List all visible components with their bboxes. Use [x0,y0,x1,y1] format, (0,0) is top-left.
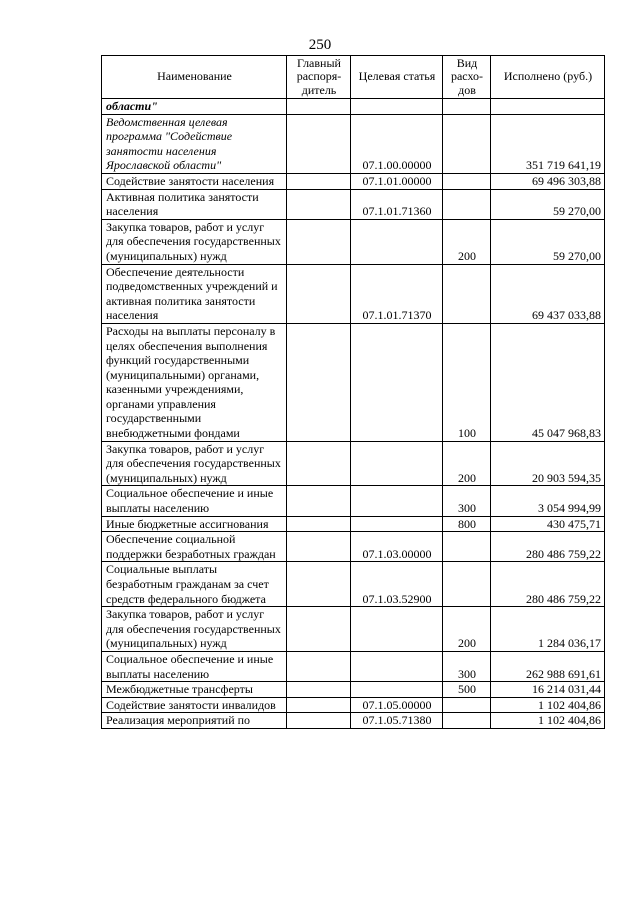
row-expense-type-cell: 500 [443,682,491,698]
row-main-manager-cell [287,173,351,189]
table-header-row [102,56,605,99]
row-name-cell: Обеспечение социальной поддержки безработных граждан [102,532,287,562]
row-target-article-cell: 07.1.03.00000 [351,532,443,562]
table-row [102,323,605,441]
row-expense-type-cell [443,189,491,219]
table-row [102,532,605,562]
row-name-cell: Ведомственная целевая программа "Содействие занятости населения Ярославской области" [102,114,287,173]
row-main-manager-cell [287,532,351,562]
row-target-article-cell: 07.1.01.00000 [351,173,443,189]
row-main-manager-cell [287,562,351,607]
row-name-cell: Закупка товаров, работ и услуг для обеспечения государственных (муниципальных) нужд [102,441,287,486]
row-expense-type-cell: 300 [443,486,491,516]
row-name-cell: Содействие занятости населения [102,173,287,189]
row-target-article-cell [351,219,443,264]
row-name-cell: Социальное обеспечение и иные выплаты населению [102,651,287,681]
row-name-cell: области" [102,99,287,115]
row-name-cell: Социальное обеспечение и иные выплаты населению [102,486,287,516]
table-row [102,114,605,173]
row-executed-cell: 20 903 594,35 [491,441,605,486]
table-row [102,173,605,189]
row-target-article-cell: 07.1.03.52900 [351,562,443,607]
row-expense-type-cell: 300 [443,651,491,681]
row-executed-cell: 16 214 031,44 [491,682,605,698]
row-expense-type-cell [443,99,491,115]
table-row [102,189,605,219]
row-target-article-cell: 07.1.01.71370 [351,264,443,323]
row-target-article-cell: 07.1.00.00000 [351,114,443,173]
row-executed-cell: 59 270,00 [491,219,605,264]
row-main-manager-cell [287,651,351,681]
row-executed-cell: 1 102 404,86 [491,697,605,713]
row-executed-cell: 69 496 303,88 [491,173,605,189]
row-main-manager-cell [287,219,351,264]
table-row [102,682,605,698]
row-expense-type-cell: 200 [443,441,491,486]
row-main-manager-cell [287,441,351,486]
row-main-manager-cell [287,114,351,173]
row-expense-type-cell: 100 [443,323,491,441]
row-expense-type-cell [443,562,491,607]
row-main-manager-cell [287,486,351,516]
row-executed-cell: 351 719 641,19 [491,114,605,173]
row-name-cell: Закупка товаров, работ и услуг для обеспечения государственных (муниципальных) нужд [102,219,287,264]
row-executed-cell: 1 284 036,17 [491,607,605,652]
row-expense-type-cell [443,173,491,189]
row-name-cell: Межбюджетные трансферты [102,682,287,698]
row-executed-cell: 430 475,71 [491,516,605,532]
table-row [102,441,605,486]
row-main-manager-cell [287,607,351,652]
row-main-manager-cell [287,323,351,441]
table-row [102,713,605,729]
table-row [102,697,605,713]
row-target-article-cell [351,441,443,486]
row-executed-cell: 45 047 968,83 [491,323,605,441]
table-row [102,99,605,115]
header-expense-type: Вид расхо-дов [443,56,491,99]
header-main-manager: Главный распоря-дитель [287,56,351,99]
row-name-cell: Социальные выплаты безработным гражданам за счет средств федерального бюджета [102,562,287,607]
row-main-manager-cell [287,682,351,698]
table-row [102,486,605,516]
row-executed-cell: 280 486 759,22 [491,562,605,607]
row-target-article-cell: 07.1.05.00000 [351,697,443,713]
row-target-article-cell: 07.1.05.71380 [351,713,443,729]
row-expense-type-cell [443,713,491,729]
table-row [102,219,605,264]
row-expense-type-cell: 200 [443,219,491,264]
row-expense-type-cell [443,114,491,173]
table-row [102,264,605,323]
row-expense-type-cell [443,532,491,562]
row-main-manager-cell [287,713,351,729]
header-name: Наименование [102,56,287,99]
row-name-cell: Расходы на выплаты персоналу в целях обеспечения выполнения функций государственными (муниципальными) органами, казенными учреждениями, органами управления государственными внебюджетными фондами [102,323,287,441]
row-executed-cell: 3 054 994,99 [491,486,605,516]
row-target-article-cell [351,99,443,115]
row-expense-type-cell [443,697,491,713]
row-main-manager-cell [287,516,351,532]
row-executed-cell: 59 270,00 [491,189,605,219]
row-target-article-cell [351,486,443,516]
row-name-cell: Содействие занятости инвалидов [102,697,287,713]
row-main-manager-cell [287,189,351,219]
row-main-manager-cell [287,99,351,115]
table-row [102,607,605,652]
row-executed-cell [491,99,605,115]
row-target-article-cell: 07.1.01.71360 [351,189,443,219]
row-main-manager-cell [287,697,351,713]
row-expense-type-cell: 800 [443,516,491,532]
row-name-cell: Реализация мероприятий по [102,713,287,729]
row-name-cell: Закупка товаров, работ и услуг для обеспечения государственных (муниципальных) нужд [102,607,287,652]
row-expense-type-cell [443,264,491,323]
header-target-article: Целевая статья [351,56,443,99]
row-main-manager-cell [287,264,351,323]
table-row [102,562,605,607]
row-executed-cell: 1 102 404,86 [491,713,605,729]
page-number: 250 [308,37,332,53]
row-target-article-cell [351,323,443,441]
row-name-cell: Активная политика занятости населения [102,189,287,219]
row-executed-cell: 262 988 691,61 [491,651,605,681]
row-expense-type-cell: 200 [443,607,491,652]
row-target-article-cell [351,607,443,652]
row-target-article-cell [351,651,443,681]
table-row [102,651,605,681]
row-executed-cell: 280 486 759,22 [491,532,605,562]
row-target-article-cell [351,516,443,532]
header-executed: Исполнено (руб.) [491,56,605,99]
table-row [102,516,605,532]
row-name-cell: Обеспечение деятельности подведомственных учреждений и активная политика занятости населения [102,264,287,323]
row-target-article-cell [351,682,443,698]
row-name-cell: Иные бюджетные ассигнования [102,516,287,532]
row-executed-cell: 69 437 033,88 [491,264,605,323]
budget-table [101,55,605,729]
